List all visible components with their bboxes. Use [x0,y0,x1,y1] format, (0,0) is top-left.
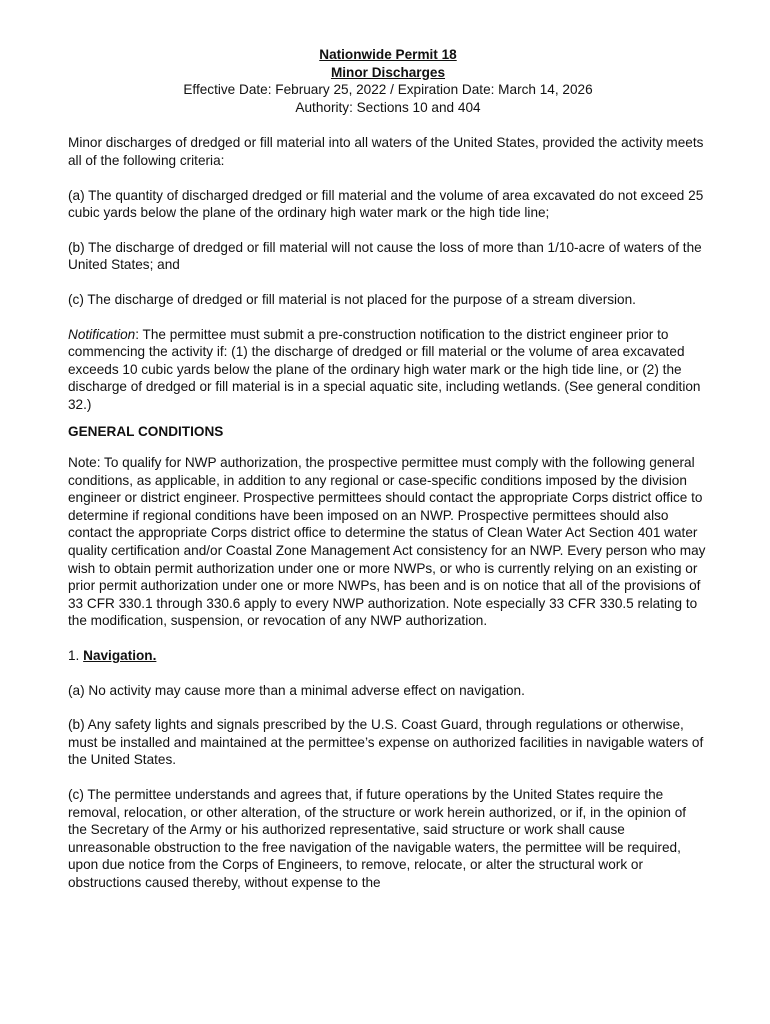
notification-paragraph [68,326,708,414]
permit-subtitle: Minor Discharges [330,64,446,80]
notification-text: : The permittee must submit a pre-construction notification to the district engineer prior to commencing the activity if: (1) the discharge of dredged or fill material or the volume of area excavated exceeds 10 cubic yards below the plane of the ordinary high water mark or the high tide line, or (2) the discharge of dredged or fill material is in a special aquatic site, including wetlands. (See general condition 32.) [68,326,701,412]
general-conditions-note: Note: To qualify for NWP authorization, the prospective permittee must comply with the following general conditions, as applicable, in addition to any regional or case-specific conditions imposed by the division engineer or district engineer. Prospective permittees should contact the appropriate Corps district office to determine if regional conditions have been imposed on an NWP. Prospective permittees should also contact the appropriate Corps district office to determine the status of Clean Water Act Section 401 water quality certification and/or Coastal Zone Management Act consistency for an NWP. Every person who may wish to obtain permit authorization under one or more NWPs, or who is currently relying on an existing or prior permit authorization under one or more NWPs, has been and is on notice that all of the provisions of 33 CFR 330.1 through 330.6 apply to every NWP authorization. Note especially 33 CFR 330.5 relating to the modification, suspension, or revocation of any NWP authorization. [68,455,706,629]
condition-1-title: Navigation. [83,648,157,664]
condition-1-item-b: (b) Any safety lights and signals prescribed by the U.S. Coast Guard, through regulations or otherwise, must be installed and maintained at the permittee’s expense on authorized facilities in navigable waters of the United States. [68,717,704,768]
condition-1-number: 1. [68,648,84,664]
criterion-b: (b) The discharge of dredged or fill material will not cause the loss of more than 1/10-acre of waters of the United States; and [68,239,702,273]
criterion-a: (a) The quantity of discharged dredged or fill material and the volume of area excavated do not exceed 25 cubic yards below the plane of the ordinary high water mark or the high tide line; [68,187,704,221]
condition-1-heading [68,647,708,665]
document-header [68,46,708,116]
permit-authority: Authority: Sections 10 and 404 [295,99,481,115]
intro-paragraph: Minor discharges of dredged or fill material into all waters of the United States, provided the activity meets all of the following criteria: [68,135,704,168]
document-page [68,46,708,909]
criterion-c: (c) The discharge of dredged or fill material is not placed for the purpose of a stream diversion. [68,291,636,307]
condition-1-item-c: (c) The permittee understands and agrees that, if future operations by the United States require the removal, relocation, or other alteration, of the structure or work herein authorized, or if, in the opinion of the Secretary of the Army or his authorized representative, said structure or work shall cause unreasonable obstruction to the free navigation of the navigable waters, the permittee will be required, upon due notice from the Corps of Engineers, to remove, relocate, or alter the structural work or obstructions caused thereby, without expense to the [68,787,687,890]
general-conditions-heading: GENERAL CONDITIONS [68,423,224,439]
notification-label: Notification [68,326,136,342]
permit-dates: Effective Date: February 25, 2022 / Expiration Date: March 14, 2026 [183,82,593,98]
condition-1-item-a: (a) No activity may cause more than a minimal adverse effect on navigation. [68,682,525,698]
permit-title: Nationwide Permit 18 [319,47,457,62]
